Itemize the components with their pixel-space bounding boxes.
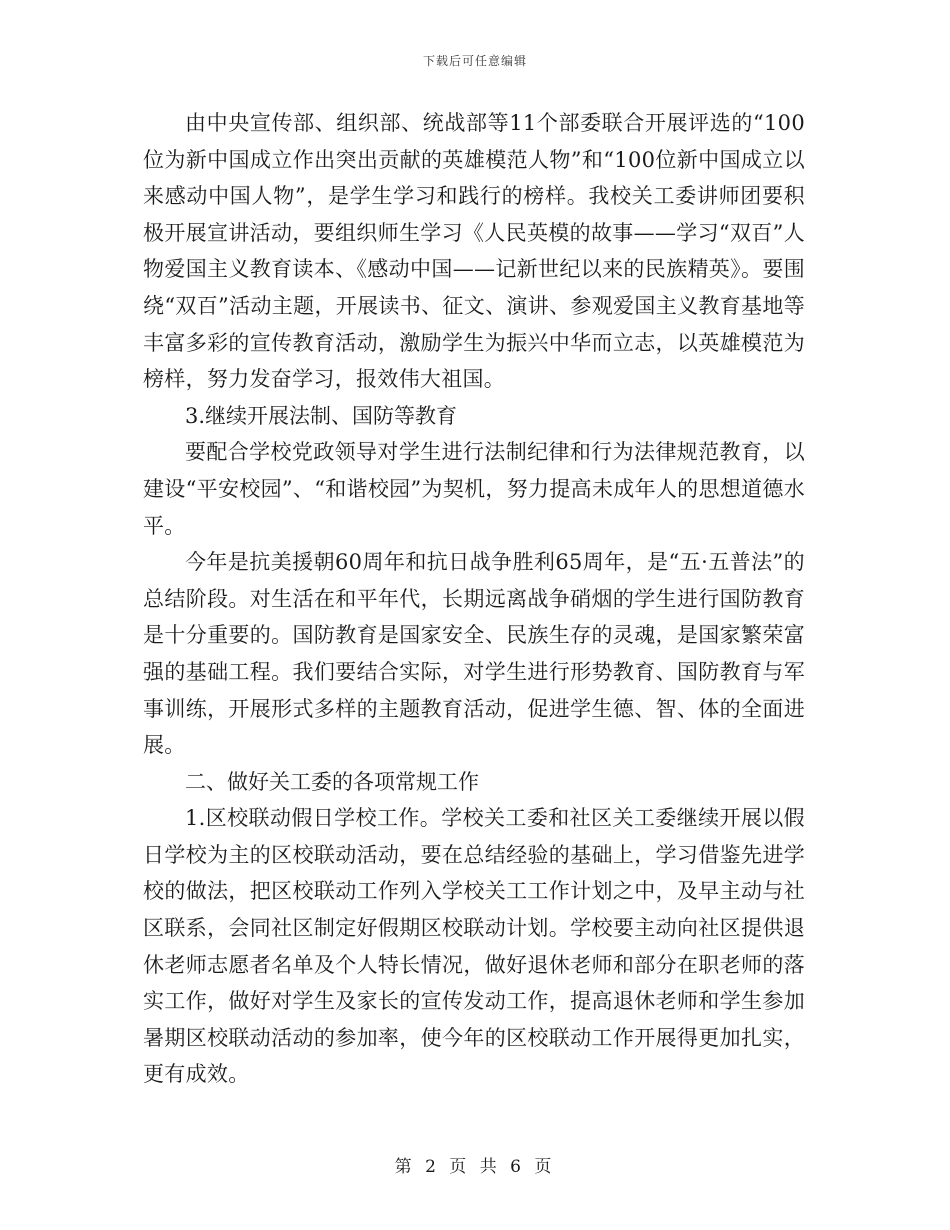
paragraph-defense-education: 今年是抗美援朝60周年和抗日战争胜利65周年，是“五·五普法”的总结阶段。对生活在和平年代，长期远离战争硝烟的学生进行国防教育是十分重要的。国防教育是国家安全、民族生存的灵魂，是国家繁荣富强的基础工程。我们要结合实际，对学生进行形势教育、国防教育与军事训练，开展形式多样的主题教育活动，促进学生德、智、体的全面进展。 <box>143 550 805 758</box>
section-heading-routine-work: 二、做好关工委的各项常规工作 <box>185 769 479 794</box>
paragraph-heroes: 由中央宣传部、组织部、统战部等11个部委联合开展评选的“100位为新中国成立作出突出贡献的英雄模范人物”和“100位新中国成立以来感动中国人物”，是学生学习和践行的榜样。我校关工委讲师团要积极开展宣讲活动，要组织师生学习《人民英模的故事——学习“双百”人物爱国主义教育读本、《感动中国——记新世纪以来的民族精英》。要围绕“双百”活动主题，开展读书、征文、演讲、参观爱国主义教育基地等丰富多彩的宣传教育活动，激励学生为振兴中华而立志，以英雄模范为榜样，努力发奋学习，报效伟大祖国。 <box>143 111 805 392</box>
document-body <box>143 105 805 1093</box>
page-number: 第 2 页 共 6 页 <box>394 1157 556 1177</box>
paragraph-legal-education: 要配合学校党政领导对学生进行法制纪律和行为法律规范教育，以建设“平安校园”、“和谐校园”为契机，努力提高未成年人的思想道德水平。 <box>143 440 805 538</box>
paragraph-holiday-school: 1.区校联动假日学校工作。学校关工委和社区关工委继续开展以假日学校为主的区校联动活动，要在总结经验的基础上，学习借鉴先进学校的做法，把区校联动工作列入学校关工工作计划之中，及早主动与社区联系，会同社区制定好假期区校联动计划。学校要主动向社区提供退休老师志愿者名单及个人特长情况，做好退休老师和部分在职老师的落实工作，做好对学生及家长的宣传发动工作，提高退休老师和学生参加暑期区校联动活动的参加率，使今年的区校联动工作开展得更加扎实，更有成效。 <box>143 806 805 1087</box>
page-header: 下载后可任意编辑 <box>422 54 527 68</box>
section-heading-legal-defense: 3.继续开展法制、国防等教育 <box>185 403 458 428</box>
